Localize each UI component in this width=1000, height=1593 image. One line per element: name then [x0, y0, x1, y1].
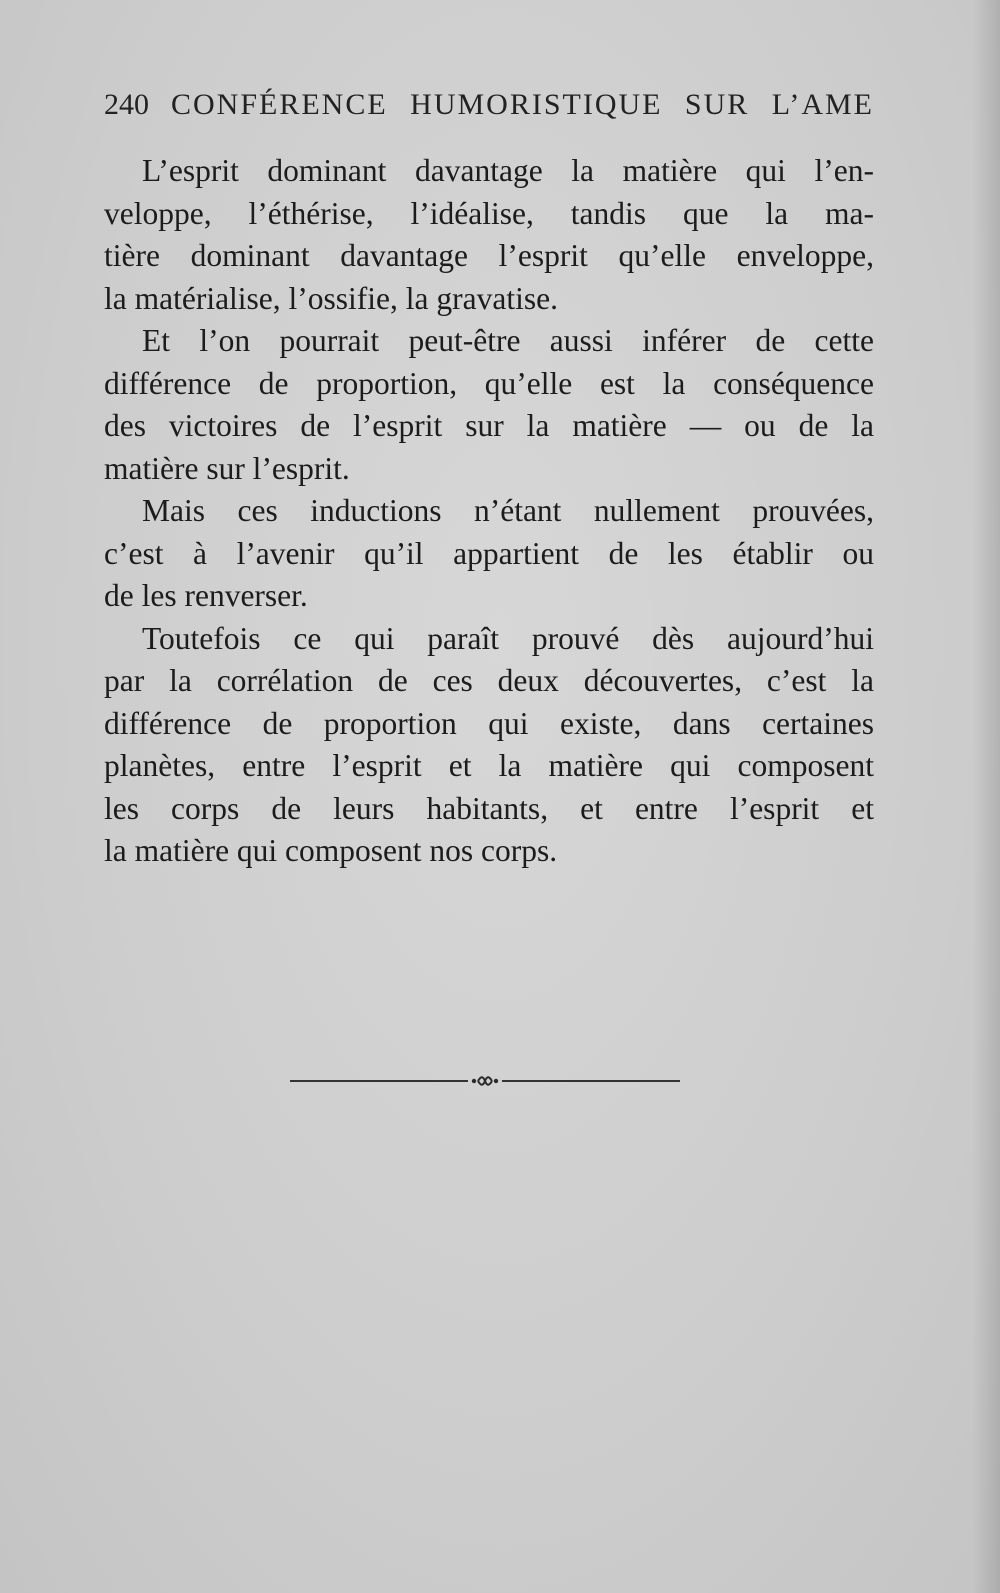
ornament-rule-left: [290, 1080, 468, 1082]
ornament-rule-right: [502, 1080, 680, 1082]
text-line: c’est à l’avenir qu’il appartient de les établir ou: [104, 535, 874, 571]
body-text: [104, 150, 874, 873]
text-line: Et l’on pourrait peut-être aussi inférer de cette: [142, 323, 874, 358]
text-line: des victoires de l’esprit sur la matière — ou de la: [104, 408, 874, 443]
paragraph: [104, 490, 874, 618]
paragraph: [104, 150, 874, 320]
text-line: Toutefois ce qui paraît prouvé dès aujourd’hui: [142, 620, 874, 656]
text-line: Mais ces inductions n’étant nullement prouvées,: [142, 493, 874, 528]
text-line: matière sur l’esprit.: [104, 450, 350, 486]
text-line: L’esprit dominant davantage la matière qui l’en-: [142, 153, 874, 188]
end-ornament-rule: [290, 1074, 680, 1088]
text-line: la matérialise, l’ossifie, la gravatise.: [104, 280, 558, 316]
running-head: [104, 88, 874, 122]
paragraph: [104, 618, 874, 873]
text-line: la matière qui composent nos corps.: [104, 833, 558, 868]
text-line: planètes, entre l’esprit et la matière qui composent: [104, 748, 874, 783]
running-title: CONFÉRENCE HUMORISTIQUE SUR L’AME: [171, 88, 874, 121]
text-line: veloppe, l’éthérise, l’idéalise, tandis que la ma-: [104, 195, 874, 231]
text-line: différence de proportion qui existe, dans certaines: [104, 705, 874, 741]
text-line: par la corrélation de ces deux découvertes, c’est la: [104, 663, 874, 698]
fleuron-icon: [468, 1074, 502, 1088]
text-line: les corps de leurs habitants, et entre l’esprit et: [104, 790, 874, 826]
text-line: différence de proportion, qu’elle est la conséquence: [104, 365, 874, 401]
text-line: tière dominant davantage l’esprit qu’elle enveloppe,: [104, 238, 874, 273]
page-number: 240: [104, 88, 149, 121]
paragraph: [104, 320, 874, 490]
text-line: de les renverser.: [104, 578, 308, 613]
